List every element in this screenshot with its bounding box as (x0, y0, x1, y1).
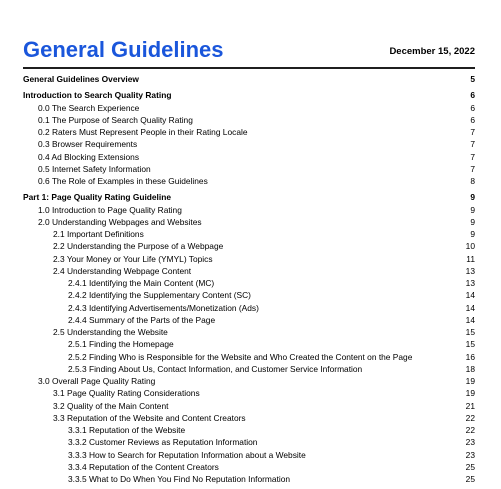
toc-entry[interactable] (23, 114, 475, 126)
toc-entry-label[interactable]: 2.2 Understanding the Purpose of a Webpage (53, 241, 224, 252)
toc-entry-page-number[interactable]: 9 (470, 229, 475, 239)
toc-entry-label[interactable]: 2.4.1 Identifying the Main Content (MC) (68, 278, 215, 288)
toc-entry[interactable] (23, 73, 475, 85)
toc-entry-page-number[interactable]: 25 (465, 461, 475, 472)
toc-entry-label[interactable]: 2.0 Understanding Webpages and Websites (38, 216, 202, 227)
table-of-contents (23, 73, 475, 485)
toc-entry-label[interactable]: 2.4.3 Identifying Advertisements/Monetization (Ads) (68, 302, 259, 313)
toc-entry-label[interactable]: 0.5 Internet Safety Information (38, 163, 151, 174)
toc-entry[interactable] (23, 326, 475, 338)
toc-entry-page-number[interactable]: 11 (466, 253, 475, 264)
toc-entry-label[interactable]: 2.4 Understanding Webpage Content (53, 265, 192, 276)
toc-entry-label[interactable]: 0.6 The Role of Examples in these Guidelines (38, 176, 208, 186)
toc-entry-page-number[interactable]: 8 (470, 176, 475, 186)
toc-entry[interactable] (23, 400, 475, 412)
toc-entry-page-number[interactable]: 18 (465, 363, 475, 374)
toc-entry-page-number[interactable]: 9 (470, 216, 475, 227)
toc-entry-label[interactable]: 0.1 The Purpose of Search Quality Rating (38, 114, 193, 125)
toc-entry[interactable] (23, 265, 475, 277)
document-header (23, 36, 475, 66)
toc-entry[interactable] (23, 277, 475, 289)
toc-entry[interactable] (23, 204, 475, 216)
toc-entry-page-number[interactable]: 22 (465, 412, 475, 423)
toc-entry-label[interactable]: 2.4.2 Identifying the Supplementary Content (SC) (68, 290, 251, 301)
toc-entry[interactable] (23, 314, 475, 326)
toc-entry-page-number[interactable]: 6 (470, 102, 475, 113)
toc-entry-label[interactable]: General Guidelines Overview (23, 74, 139, 84)
toc-entry[interactable] (23, 449, 475, 461)
toc-entry[interactable] (23, 436, 475, 448)
toc-entry-page-number[interactable]: 13 (465, 265, 475, 276)
toc-entry-page-number[interactable]: 7 (470, 127, 475, 137)
toc-entry[interactable] (23, 338, 475, 350)
toc-entry[interactable] (23, 240, 475, 252)
toc-entry[interactable] (23, 138, 475, 150)
toc-entry-label[interactable]: 0.0 The Search Experience (38, 102, 140, 113)
toc-entry-page-number[interactable]: 6 (470, 114, 475, 125)
toc-entry-label[interactable]: 2.5 Understanding the Website (53, 327, 168, 337)
toc-entry-label[interactable]: 3.3.3 How to Search for Reputation Information about a Website (68, 449, 306, 460)
document-date: December 15, 2022 (389, 46, 475, 57)
toc-entry-page-number[interactable]: 7 (470, 151, 475, 162)
toc-entry-label[interactable]: 0.2 Raters Must Represent People in their Rating Locale (38, 127, 248, 137)
toc-entry-page-number[interactable]: 14 (465, 314, 475, 325)
toc-entry-label[interactable]: 0.3 Browser Requirements (38, 139, 138, 150)
toc-entry-label[interactable]: 2.5.2 Finding Who is Responsible for the Website and Who Created the Content on the Page (68, 351, 413, 362)
toc-entry-label[interactable]: 3.2 Quality of the Main Content (53, 400, 169, 411)
toc-entry-page-number[interactable]: 14 (465, 290, 475, 301)
toc-entry-label[interactable]: 3.3.2 Customer Reviews as Reputation Information (68, 437, 258, 448)
toc-entry-label[interactable]: Part 1: Page Quality Rating Guideline (23, 192, 171, 203)
toc-entry-label[interactable]: 2.1 Important Definitions (53, 229, 144, 239)
toc-entry-label[interactable]: 2.3 Your Money or Your Life (YMYL) Topics (53, 253, 213, 264)
toc-entry[interactable] (23, 151, 475, 163)
toc-entry[interactable] (23, 89, 475, 101)
toc-entry[interactable] (23, 216, 475, 228)
toc-entry-label[interactable]: 2.5.1 Finding the Homepage (68, 339, 174, 350)
toc-entry[interactable] (23, 228, 475, 240)
toc-entry[interactable] (23, 163, 475, 175)
toc-entry-label[interactable]: 2.4.4 Summary of the Parts of the Page (68, 314, 216, 325)
toc-entry-page-number[interactable]: 21 (465, 400, 475, 411)
toc-entry-page-number[interactable]: 9 (470, 192, 475, 203)
document-title: General Guidelines (23, 37, 224, 62)
toc-entry[interactable] (23, 412, 475, 424)
toc-entry-page-number[interactable]: 10 (465, 241, 475, 252)
header-divider (23, 67, 475, 69)
toc-entry-page-number[interactable]: 23 (465, 449, 475, 460)
toc-entry-page-number[interactable]: 9 (470, 204, 475, 215)
toc-entry-page-number[interactable]: 19 (465, 376, 475, 386)
toc-entry[interactable] (23, 289, 475, 301)
toc-entry-label[interactable]: 3.3.4 Reputation of the Content Creators (68, 461, 219, 472)
toc-entry-page-number[interactable]: 23 (465, 437, 475, 448)
toc-entry[interactable] (23, 191, 475, 203)
toc-entry-label[interactable]: 3.0 Overall Page Quality Rating (38, 376, 156, 386)
toc-entry[interactable] (23, 175, 475, 187)
toc-entry-page-number[interactable]: 6 (470, 90, 475, 101)
toc-entry-label[interactable]: 2.5.3 Finding About Us, Contact Information, and Customer Service Information (68, 363, 363, 374)
toc-entry-label[interactable]: 1.0 Introduction to Page Quality Rating (38, 204, 182, 215)
toc-entry-page-number[interactable]: 5 (470, 74, 475, 84)
toc-entry-label[interactable]: 3.1 Page Quality Rating Considerations (53, 388, 200, 399)
toc-entry-page-number[interactable]: 25 (465, 474, 475, 484)
toc-entry-page-number[interactable]: 19 (465, 388, 475, 399)
toc-entry-page-number[interactable]: 22 (465, 425, 475, 435)
toc-entry[interactable] (23, 102, 475, 114)
toc-entry-page-number[interactable]: 16 (465, 351, 475, 362)
toc-entry[interactable] (23, 375, 475, 387)
toc-entry[interactable] (23, 473, 475, 485)
toc-entry-page-number[interactable]: 13 (465, 278, 475, 288)
toc-entry-label[interactable]: Introduction to Search Quality Rating (23, 90, 172, 101)
toc-entry-page-number[interactable]: 7 (470, 163, 475, 174)
toc-entry-page-number[interactable]: 14 (465, 302, 475, 313)
toc-entry-label[interactable]: 3.3.5 What to Do When You Find No Reputation Information (68, 474, 291, 484)
toc-entry[interactable] (23, 351, 475, 363)
toc-entry[interactable] (23, 302, 475, 314)
toc-entry[interactable] (23, 424, 475, 436)
toc-entry-page-number[interactable]: 15 (465, 339, 475, 350)
toc-entry-label[interactable]: 3.3 Reputation of the Website and Content Creators (53, 412, 246, 423)
toc-entry-page-number[interactable]: 15 (465, 327, 475, 337)
toc-entry[interactable] (23, 126, 475, 138)
toc-entry[interactable] (23, 387, 475, 399)
toc-entry[interactable] (23, 461, 475, 473)
toc-entry[interactable] (23, 363, 475, 375)
toc-entry-label[interactable]: 0.4 Ad Blocking Extensions (38, 151, 140, 162)
toc-entry[interactable] (23, 253, 475, 265)
toc-entry-page-number[interactable]: 7 (470, 139, 475, 150)
toc-entry-label[interactable]: 3.3.1 Reputation of the Website (68, 425, 186, 435)
